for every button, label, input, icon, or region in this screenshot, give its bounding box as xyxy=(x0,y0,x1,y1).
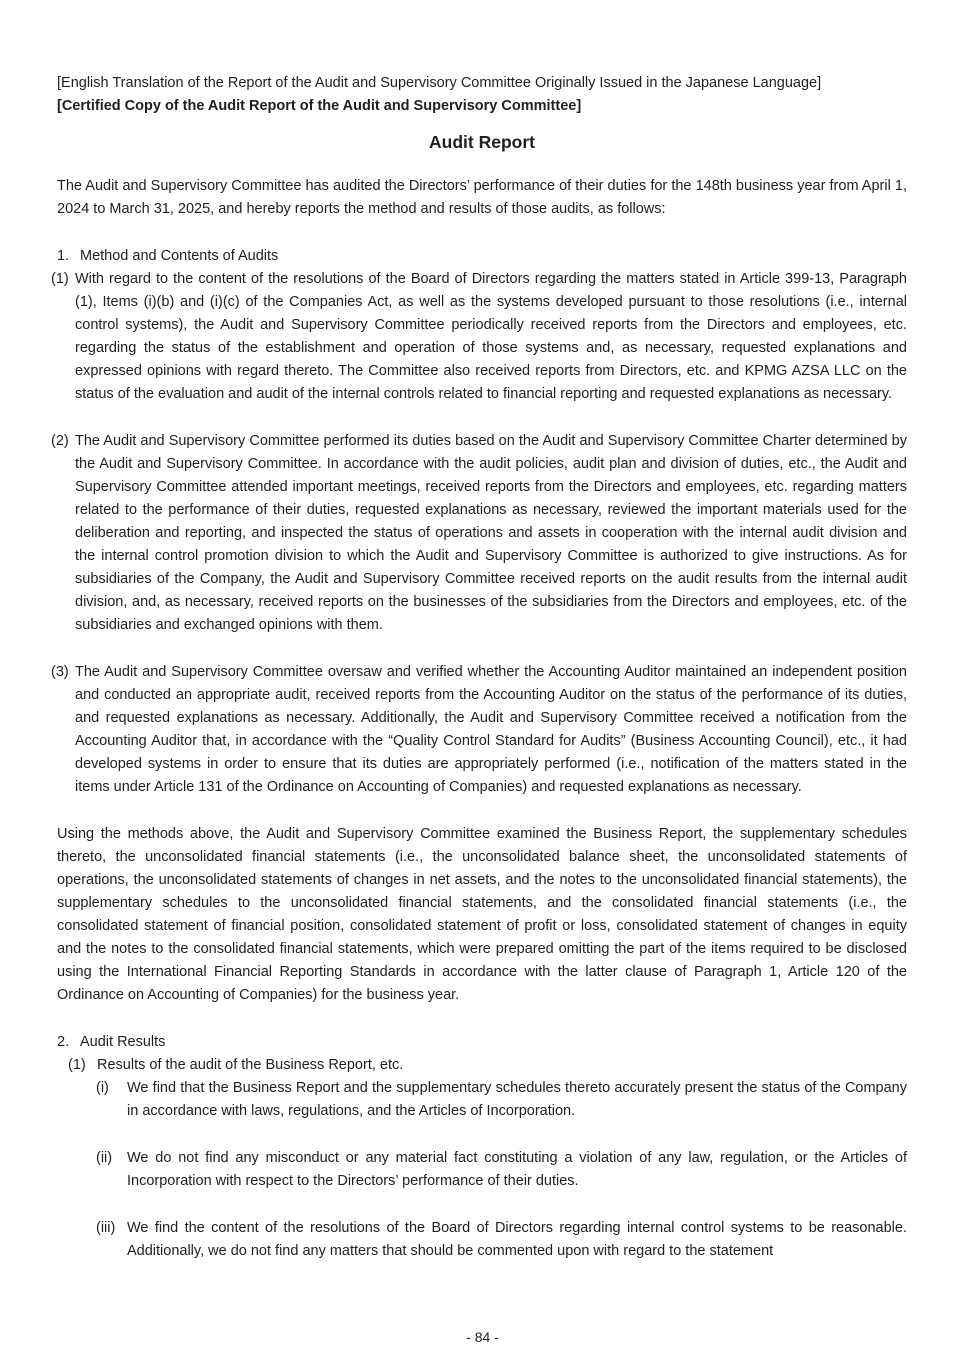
audit-result-item-iii xyxy=(96,1217,907,1263)
intro-paragraph: The Audit and Supervisory Committee has audited the Directors’ performance of their duties for the 148th business year from April 1, 2024 to March 31, 2025, and hereby reports the method and results of those audits, as follows: xyxy=(57,178,907,217)
translation-note: [English Translation of the Report of the Audit and Supervisory Committee Originally Issued in the Japanese Language] xyxy=(57,75,822,91)
item-text: With regard to the content of the resolutions of the Board of Directors regarding the matters stated in Article 399-13, Paragraph (1), Items (i)(b) and (i)(c) of the Companies Act, as well as the systems developed pursuant to those resolutions (i.e., internal control systems), the Audit and Supervisory Committee periodically received reports from the Directors and employees, etc. regarding the status of the establishment and operation of those systems and, as necessary, requested explanations and expressed opinions with regard thereto. The Committee also received reports from Directors, etc. and KPMG AZSA LLC on the status of the evaluation and audit of the internal controls related to financial reporting and requested explanations as necessary. xyxy=(75,271,907,402)
item-text: The Audit and Supervisory Committee performed its duties based on the Audit and Supervisory Committee Charter determined by the Audit and Supervisory Committee. In accordance with the audit policies, audit plan and division of duties, etc., the Audit and Supervisory Committee attended important meetings, received reports from the Directors and employees, etc. regarding matters related to the performance of their duties, requested explanations as necessary, reviewed the important materials used for the deliberation and reporting, and inspected the status of operations and assets in cooperation with the internal audit division and the internal control promotion division to which the Audit and Supervisory Committee is authorized to give instructions. As for subsidiaries of the Company, the Audit and Supervisory Committee received reports on the audit results from the internal audit division, and, as necessary, received reports on the businesses of the subsidiaries from the Directors and employees, etc. of the subsidiaries and exchanged opinions with them. xyxy=(75,433,907,633)
closing-paragraph: Using the methods above, the Audit and Supervisory Committee examined the Business Report, the supplementary schedules thereto, the unconsolidated financial statements (i.e., the unconsolidated balance sheet, the unconsolidated statements of operations, the unconsolidated statements of changes in net assets, and the notes to the unconsolidated financial statements), the supplementary schedules to the unconsolidated financial statements, and the consolidated financial statements (i.e., the consolidated statement of financial position, consolidated statement of profit or loss, consolidated statement of changes in equity and the notes to the consolidated financial statements, which were prepared omitting the part of the items required to be disclosed using the International Financial Reporting Standards in accordance with the latter clause of Paragraph 1, Article 120 of the Ordinance on Accounting of Companies) for the business year. xyxy=(57,826,907,1003)
section-1-item-1 xyxy=(51,268,907,406)
page-title: Audit Report xyxy=(429,132,535,152)
item-number: (3) xyxy=(51,664,69,680)
audit-result-item-i xyxy=(96,1077,907,1123)
subsection-text: Results of the audit of the Business Report, etc. xyxy=(97,1057,404,1073)
item-number: (ii) xyxy=(96,1150,113,1166)
audit-result-item-ii xyxy=(96,1147,907,1193)
section-2-subsection-heading xyxy=(68,1054,907,1077)
item-number: (iii) xyxy=(96,1220,116,1236)
item-text: The Audit and Supervisory Committee oversaw and verified whether the Accounting Auditor maintained an independent position and conducted an appropriate audit, received reports from the Accounting Auditor on the status of the performance of its duties, and requested explanations as necessary. Additionally, the Audit and Supervisory Committee received a notification from the Accounting Auditor that, in accordance with the “Quality Control Standard for Audits” (Business Accounting Council), etc., it had developed systems in order to ensure that its duties are appropriately performed (i.e., notification of the matters stated in the items under Article 131 of the Ordinance on Accounting of Companies) and requested explanations as necessary. xyxy=(75,664,907,795)
section-1-item-3 xyxy=(51,661,907,799)
item-text: We do not find any misconduct or any material fact constituting a violation of any law, regulation, or the Articles of Incorporation with respect to the Directors’ performance of their duties. xyxy=(127,1150,907,1189)
subsection-number: (1) xyxy=(68,1057,86,1073)
section-2-label: Audit Results xyxy=(80,1034,166,1050)
section-1-label: Method and Contents of Audits xyxy=(80,248,279,264)
section-1-item-2 xyxy=(51,430,907,637)
page-number: - 84 - xyxy=(466,1329,499,1345)
certified-copy-note: [Certified Copy of the Audit Report of the Audit and Supervisory Committee] xyxy=(57,98,582,114)
item-number: (2) xyxy=(51,433,69,449)
item-number: (i) xyxy=(96,1080,109,1096)
section-2-heading xyxy=(57,1031,907,1054)
item-text: We find that the Business Report and the supplementary schedules thereto accurately present the status of the Company in accordance with laws, regulations, and the Articles of Incorporation. xyxy=(127,1080,907,1119)
section-2-number: 2. xyxy=(57,1034,70,1050)
section-1-number: 1. xyxy=(57,248,70,264)
item-number: (1) xyxy=(51,271,69,287)
item-text: We find the content of the resolutions of the Board of Directors regarding internal control systems to be reasonable. Additionally, we do not find any matters that should be commented upon with regard to the statement xyxy=(127,1220,907,1259)
section-1-heading xyxy=(57,245,907,268)
